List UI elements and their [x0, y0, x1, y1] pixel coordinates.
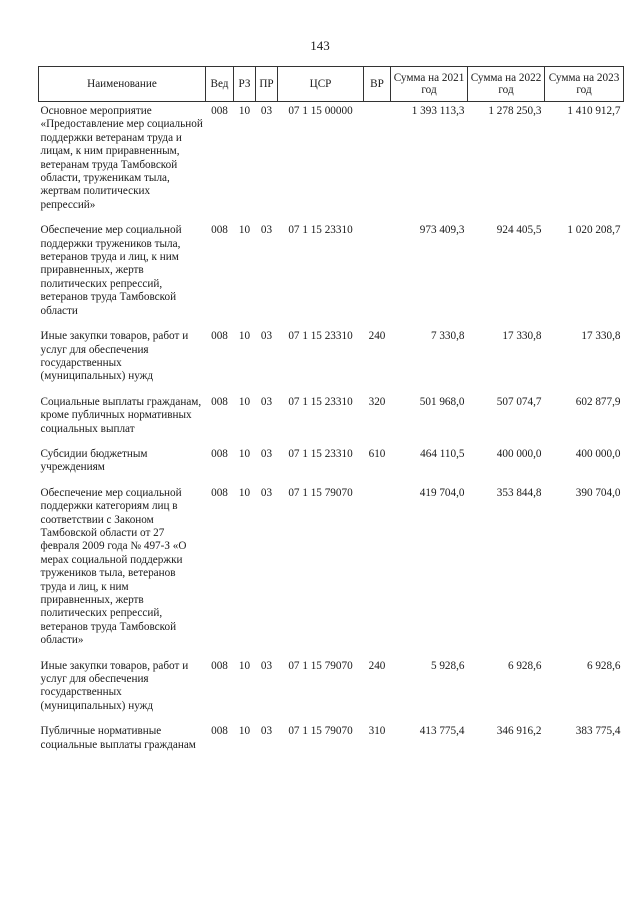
cell-sum-2021: 419 704,0 — [419, 486, 465, 499]
cell-sum-2022: 924 405,5 — [496, 224, 542, 237]
cell-sum-2021: 464 110,5 — [420, 447, 465, 460]
cell-sum-2023: 17 330,8 — [581, 330, 621, 343]
cell-vr: 240 — [368, 330, 386, 343]
cell-vr: 320 — [368, 395, 386, 408]
cell-name: Основное мероприятие «Предоставление мер социальной поддержки ветеранам труда и лицам, к ним приравненным, ветеранам труда Тамбовской области, труженикам тыла, жертвам политических репрессий» — [40, 105, 203, 211]
header-sum-2021: Сумма на 2021 год — [391, 67, 468, 102]
cell-rz: 10 — [238, 395, 251, 408]
cell-csr: 07 1 15 79070 — [288, 659, 353, 672]
table-row — [39, 330, 624, 396]
cell-sum-2022: 346 916,2 — [496, 725, 542, 738]
cell-ved: 008 — [211, 330, 228, 343]
table-row — [39, 224, 624, 330]
table-row — [39, 448, 624, 487]
cell-name: Субсидии бюджетным учреждениям — [40, 447, 148, 474]
cell-pr: 03 — [260, 447, 273, 460]
cell-csr: 07 1 15 00000 — [288, 105, 353, 117]
cell-name: Обеспечение мер социальной поддержки категориям лиц в соответствии с Законом Тамбовской области от 27 февраля 2009 года № 497-З «О мерах социальной поддержки тружеников тыла, ветеранов труда и лиц, к ним приравненных, жертв политических репрессий, ветеранов труда Тамбовской области» — [40, 486, 187, 647]
cell-name: Иные закупки товаров, работ и услуг для обеспечения государственных (муниципальных) нужд — [40, 659, 189, 712]
cell-sum-2023: 383 775,4 — [575, 725, 621, 738]
cell-rz: 10 — [238, 659, 251, 672]
cell-rz: 10 — [238, 486, 251, 499]
cell-name: Обеспечение мер социальной поддержки тружеников тыла, ветеранов труда и лиц, к ним приравненных, жертв политических репрессий, ветеранов труда Тамбовской области — [40, 224, 182, 317]
cell-csr: 07 1 15 23310 — [288, 395, 353, 408]
cell-rz: 10 — [238, 105, 251, 117]
cell-name: Иные закупки товаров, работ и услуг для обеспечения государственных (муниципальных) нужд — [40, 330, 189, 383]
cell-sum-2023: 1 020 208,7 — [567, 224, 621, 237]
header-sum-2023: Сумма на 2023 год — [545, 67, 624, 102]
header-name: Наименование — [39, 67, 206, 102]
cell-sum-2023: 1 410 912,7 — [567, 105, 621, 117]
cell-sum-2022: 17 330,8 — [502, 330, 542, 343]
cell-sum-2021: 5 928,6 — [430, 659, 465, 672]
cell-sum-2021: 413 775,4 — [419, 725, 465, 738]
cell-vr: 610 — [368, 447, 386, 460]
cell-vr — [364, 487, 391, 660]
cell-ved: 008 — [211, 725, 228, 738]
cell-pr: 03 — [260, 330, 273, 343]
cell-sum-2022: 400 000,0 — [496, 447, 542, 460]
table-row — [39, 396, 624, 448]
header-ved: Вед — [206, 67, 234, 102]
cell-pr: 03 — [260, 224, 273, 237]
cell-ved: 008 — [211, 447, 228, 460]
cell-vr: 310 — [368, 725, 386, 738]
cell-pr: 03 — [260, 395, 273, 408]
header-csr: ЦСР — [278, 67, 364, 102]
cell-csr: 07 1 15 79070 — [288, 725, 353, 738]
cell-ved: 008 — [211, 659, 228, 672]
cell-ved: 008 — [211, 224, 228, 237]
cell-pr: 03 — [260, 659, 273, 672]
cell-rz: 10 — [238, 447, 251, 460]
table-row — [39, 487, 624, 660]
cell-ved: 008 — [211, 486, 228, 499]
page-number: 143 — [310, 38, 330, 53]
table-row — [39, 725, 624, 764]
header-sum-2022: Сумма на 2022 год — [468, 67, 545, 102]
header-rz: РЗ — [234, 67, 256, 102]
cell-csr: 07 1 15 23310 — [288, 447, 353, 460]
cell-sum-2023: 400 000,0 — [575, 447, 621, 460]
cell-ved: 008 — [211, 395, 228, 408]
header-vr: ВР — [364, 67, 391, 102]
cell-sum-2021: 7 330,8 — [430, 330, 465, 343]
table-row — [39, 660, 624, 726]
header-pr: ПР — [256, 67, 278, 102]
cell-csr: 07 1 15 23310 — [288, 224, 353, 237]
cell-rz: 10 — [238, 224, 251, 237]
cell-pr: 03 — [260, 105, 273, 117]
cell-pr: 03 — [260, 486, 273, 499]
cell-sum-2021: 973 409,3 — [419, 224, 465, 237]
cell-ved: 008 — [211, 105, 228, 117]
cell-sum-2021: 501 968,0 — [419, 395, 465, 408]
cell-vr — [364, 102, 391, 225]
cell-name: Социальные выплаты гражданам, кроме публичных нормативных социальных выплат — [40, 395, 202, 435]
cell-vr — [364, 224, 391, 330]
cell-sum-2022: 6 928,6 — [507, 659, 542, 672]
cell-sum-2021: 1 393 113,3 — [411, 105, 465, 117]
cell-sum-2023: 390 704,0 — [575, 486, 621, 499]
cell-rz: 10 — [238, 330, 251, 343]
cell-sum-2023: 602 877,9 — [575, 395, 621, 408]
budget-table — [38, 66, 624, 764]
table-row — [39, 102, 624, 225]
cell-rz: 10 — [238, 725, 251, 738]
cell-vr: 240 — [368, 659, 386, 672]
cell-csr: 07 1 15 79070 — [288, 486, 353, 499]
cell-csr: 07 1 15 23310 — [288, 330, 353, 343]
cell-sum-2023: 6 928,6 — [586, 659, 621, 672]
cell-pr: 03 — [260, 725, 273, 738]
cell-name: Публичные нормативные социальные выплаты гражданам — [40, 725, 196, 751]
cell-sum-2022: 353 844,8 — [496, 486, 542, 499]
table-header-row — [39, 67, 624, 102]
cell-sum-2022: 1 278 250,3 — [488, 105, 542, 117]
cell-sum-2022: 507 074,7 — [496, 395, 542, 408]
